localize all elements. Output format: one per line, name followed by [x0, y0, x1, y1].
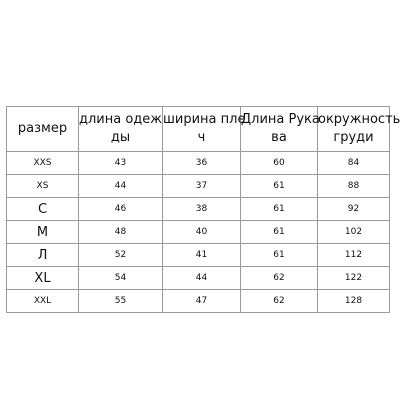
sleeve-length-cell: 61: [241, 198, 318, 221]
sleeve-length-cell: 61: [241, 244, 318, 267]
chest-circumference-cell: 112: [318, 244, 390, 267]
chest-circumference-cell: 102: [318, 221, 390, 244]
table-row: [7, 221, 390, 244]
shoulder-width-cell: 37: [163, 175, 241, 198]
size-cell: XS: [7, 175, 79, 198]
header-garment-length-line-1: длина одеж: [79, 112, 162, 127]
chest-circumference-cell: 92: [318, 198, 390, 221]
chest-circumference-cell: 128: [318, 290, 390, 313]
shoulder-width-cell: 44: [163, 267, 241, 290]
header-size-line-1: размер: [17, 121, 68, 136]
header-shoulder-width: [163, 107, 246, 152]
size-cell: Л: [7, 244, 79, 267]
size-cell: С: [7, 198, 79, 221]
table-row: [7, 267, 390, 290]
header-shoulder-width-line-1: ширина пле: [163, 112, 246, 127]
garment-length-cell: 55: [79, 290, 163, 313]
table-row: [7, 290, 390, 313]
header-shoulder-width-line-2: ч: [197, 130, 206, 145]
header-chest-circumference-line-1: окружность: [318, 112, 400, 127]
table-row: [7, 152, 390, 175]
size-cell: XXS: [7, 152, 79, 175]
chest-circumference-cell: 122: [318, 267, 390, 290]
header-chest-circumference-line-2: груди: [333, 130, 374, 145]
garment-length-cell: 52: [79, 244, 163, 267]
shoulder-width-cell: 36: [163, 152, 241, 175]
size-cell: XL: [7, 267, 79, 290]
table-row: [7, 244, 390, 267]
chest-circumference-cell: 88: [318, 175, 390, 198]
table-row: [7, 198, 390, 221]
sleeve-length-cell: 62: [241, 267, 318, 290]
shoulder-width-cell: 40: [163, 221, 241, 244]
header-chest-circumference: [318, 107, 400, 152]
sleeve-length-cell: 62: [241, 290, 318, 313]
header-garment-length: [79, 107, 163, 152]
shoulder-width-cell: 47: [163, 290, 241, 313]
garment-length-cell: 44: [79, 175, 163, 198]
garment-length-cell: 46: [79, 198, 163, 221]
size-cell: М: [7, 221, 79, 244]
size-cell: XXL: [7, 290, 79, 313]
table-row: [7, 175, 390, 198]
header-row: [7, 107, 390, 152]
shoulder-width-cell: 41: [163, 244, 241, 267]
header-sleeve-length: [241, 107, 318, 152]
sleeve-length-cell: 61: [241, 221, 318, 244]
sleeve-length-cell: 60: [241, 152, 318, 175]
header-sleeve-length-line-2: ва: [271, 130, 287, 145]
garment-length-cell: 43: [79, 152, 163, 175]
size-chart-table: [6, 106, 400, 313]
header-garment-length-line-2: ды: [110, 130, 131, 145]
garment-length-cell: 54: [79, 267, 163, 290]
header-sleeve-length-line-1: Длина Рука: [241, 112, 320, 127]
garment-length-cell: 48: [79, 221, 163, 244]
sleeve-length-cell: 61: [241, 175, 318, 198]
chest-circumference-cell: 84: [318, 152, 390, 175]
header-size: [7, 107, 79, 152]
shoulder-width-cell: 38: [163, 198, 241, 221]
